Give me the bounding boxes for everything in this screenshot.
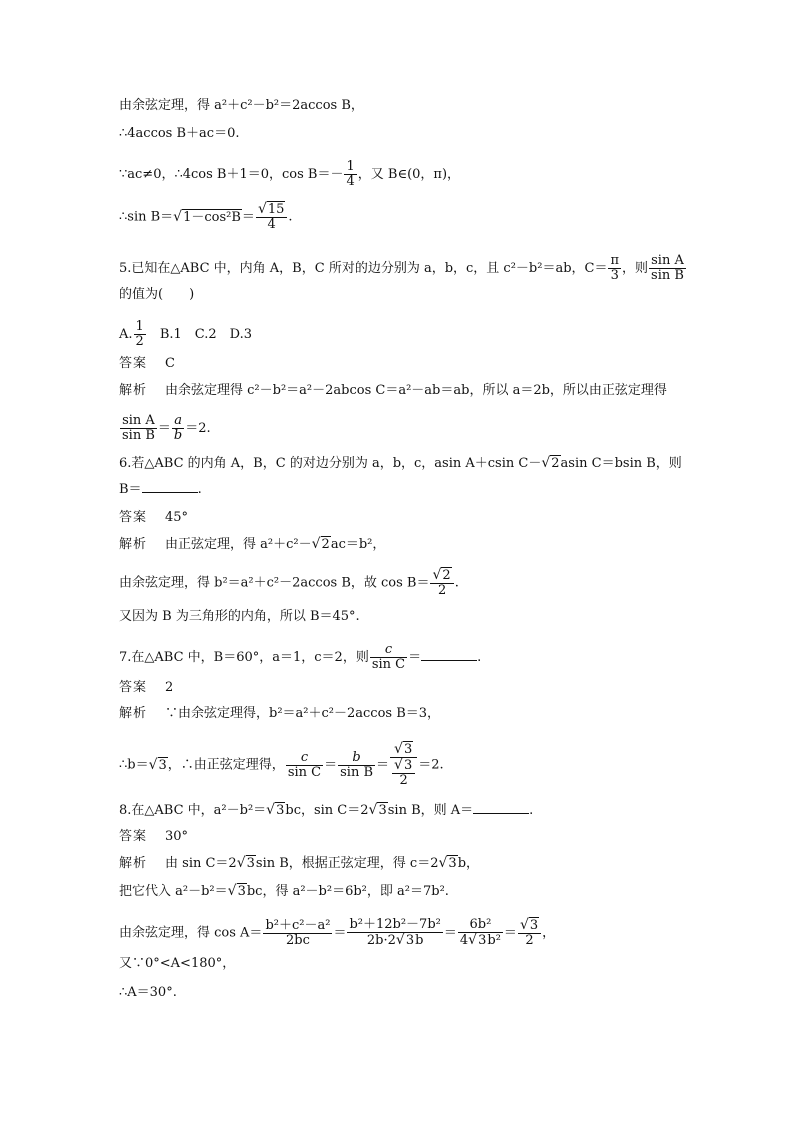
answer-5 (119, 356, 175, 372)
text: 由余弦定理，得 b²＝a²＋c²－2accos B，故 cos B＝ (119, 575, 430, 591)
text: ＝2. (185, 421, 211, 436)
numerator: 1 (135, 319, 144, 334)
denominator: sin B (651, 268, 684, 283)
text: 7.在△ABC 中，B＝60°，a＝1，c＝2，则 (119, 650, 369, 665)
question-5-options (119, 320, 252, 349)
answer-blank (142, 482, 198, 493)
radical-sign: √ (468, 932, 478, 948)
radicand: 2 (442, 568, 451, 583)
text: bc，sin C＝2 (285, 803, 369, 818)
text: ＝ (241, 209, 255, 225)
text: ac＝b²， (330, 537, 386, 552)
fraction-sinA-sinB (649, 254, 686, 283)
fraction-c-sinC (370, 643, 407, 672)
radical-sign: √ (236, 855, 246, 871)
text: 由正弦定理，得 a²＋c²－ (165, 537, 312, 552)
text: 由 sin C＝2 (165, 856, 237, 871)
text: ＝ (157, 421, 171, 436)
denominator: 2 (135, 334, 144, 349)
text: 由余弦定理得 c²－b²＝a²－2abcos C＝a²－ab＝ab，所以 a＝2b，所以由正弦定理得 (165, 383, 667, 398)
numerator: 1 (346, 159, 355, 174)
fraction-1-2 (134, 320, 146, 349)
radicand: 3 (378, 803, 387, 818)
numerator: sin A (120, 414, 157, 429)
answer-value: C (165, 356, 175, 371)
numerator (390, 742, 417, 758)
solution-8-cosA: 由余弦定理，得 cos A＝ $\frac{\text{b²＋c²－a²}}{2bc}$ ＝ $\frac{\text{b²＋12b²－7b²}}{2b\cdot 2√3b}$ ＝ $\frac{\text{6b²}}{\text{4√3b²}}$ ＝ $\frac{√3}{2}$ ， (119, 917, 556, 948)
numerator: a (172, 414, 184, 429)
denominator (390, 758, 417, 788)
answer-label: 答案 (119, 510, 148, 525)
line-law-of-cosines: 由余弦定理，得 a²＋c²－b²＝2accos B， (119, 98, 364, 113)
fraction-sinA-sinB (120, 414, 157, 443)
numerator: sin A (649, 254, 686, 269)
denominator: sin B (340, 764, 373, 780)
radical-sign: √ (368, 802, 378, 818)
denominator: 2 (525, 933, 534, 948)
radicand: 2 (551, 456, 560, 471)
radical-sign: √ (519, 917, 529, 933)
text: ＝2. (418, 757, 444, 773)
solution-6-end: 又因为 B 为三角形的内角，所以 B＝45°. (119, 609, 360, 624)
solution-6-cont: 由余弦定理，得 b²＝a²＋c²－2accos B，故 cos B＝ $\frac{√2}{2}$ . (119, 567, 459, 598)
radicand: 3 (448, 856, 457, 871)
line-sinB-value: ∴sin B＝√1－cos²B＝ $\frac{√15}{4}$ . (119, 201, 293, 232)
answer-label: 答案 (119, 356, 148, 371)
radicand: 3 (403, 742, 413, 757)
sqrt-3 (149, 757, 168, 774)
text: ＝ (324, 757, 338, 773)
radicand: 3 (529, 918, 539, 933)
fraction-b-sinB (338, 751, 375, 780)
question-5 (119, 254, 687, 283)
radical-sign: √ (227, 883, 237, 899)
denominator: 2bc (286, 932, 310, 948)
fraction-sqrt3-2 (518, 918, 541, 948)
radicand: 3 (405, 933, 415, 948)
numerator: b²＋12b²－7b² (349, 917, 441, 932)
answer-label: 答案 (119, 829, 148, 844)
solution-8-range: 又∵0°<A<180°， (119, 956, 236, 971)
fraction-c-sinC (286, 751, 323, 780)
question-5-cont: 的值为( ) (119, 287, 195, 302)
radicand: 3 (246, 856, 255, 871)
solution-label: 解析 (119, 537, 148, 552)
inner-denominator: 2 (399, 773, 408, 788)
sqrt-expression (173, 209, 242, 226)
radicand: 3 (158, 757, 167, 773)
fraction-a-b (172, 414, 184, 443)
solution-8-substitute (119, 883, 449, 900)
fraction-cos-simplified (458, 918, 503, 948)
text: 把它代入 a²－b²＝ (119, 884, 228, 899)
sqrt-2 (541, 455, 560, 472)
numerator: b (338, 751, 375, 766)
text: ，又 B∈(0，π)， (357, 167, 461, 182)
fraction-sqrt3-over-sqrt3-2 (390, 742, 417, 788)
radical-sign: √ (266, 802, 276, 818)
sqrt-3 (438, 855, 457, 872)
answer-blank (421, 650, 477, 661)
text: ＝ (408, 650, 422, 665)
numerator (256, 202, 287, 218)
question-8: 8.在△ABC 中，a²－b²＝√3bc，sin C＝2√3sin B，则 A＝ . (119, 802, 534, 818)
denominator: 3 (610, 268, 619, 283)
solution-label: 解析 (119, 383, 148, 398)
sqrt-3 (266, 802, 285, 819)
text: ＝ (376, 757, 390, 773)
solution-label: 解析 (119, 856, 148, 871)
sqrt-3 (228, 883, 247, 900)
sqrt-2 (312, 536, 331, 553)
text: 6.若△ABC 的内角 A，B，C 的对边分别为 a，b，c，asin A＋csin C－ (119, 456, 542, 471)
question-6 (119, 455, 682, 472)
solution-7-cont (119, 742, 444, 788)
solution-label: 解析 (119, 706, 148, 721)
denominator: 2b·2√3b (366, 932, 424, 948)
radical-sign: √ (173, 208, 183, 225)
fraction-sqrt2-2 (430, 568, 453, 598)
answer-value: 30° (165, 829, 189, 844)
denominator: sin C (371, 657, 406, 672)
option-a-label: A. (119, 327, 133, 342)
answer-7 (119, 680, 173, 696)
numerator: 6b² (458, 918, 503, 933)
numerator (430, 568, 453, 584)
sqrt-3 (237, 855, 256, 872)
radical-sign: √ (257, 201, 267, 217)
numerator: b²＋c²－a² (265, 917, 331, 933)
text: ∵由余弦定理得，b²＝a²＋c²－2accos B＝3， (165, 706, 441, 721)
sqrt-3 (369, 802, 388, 819)
fraction-cos-formula (263, 919, 332, 948)
denominator: sin C (287, 764, 322, 780)
radical-sign: √ (438, 855, 448, 871)
options-rest: B.1 C.2 D.3 (146, 327, 253, 342)
text: asin C＝bsin B，则 (560, 456, 682, 471)
numerator: c (370, 643, 407, 658)
text: ∵ac≠0，∴4cos B＋1＝0，cos B＝－ (119, 167, 344, 182)
text: B＝ (119, 482, 142, 497)
solution-8 (119, 855, 479, 872)
numerator: c (286, 751, 323, 766)
solution-5 (119, 383, 667, 399)
radicand: 15 (267, 202, 285, 217)
text: ∴sin B＝ (119, 209, 174, 225)
denominator: 4 (267, 217, 276, 232)
text: bc，得 a²－b²＝6b²，即 a²＝7b². (246, 884, 449, 899)
radicand: 2 (321, 537, 330, 552)
denominator: 4√3b² (459, 932, 501, 948)
text: ∴b＝ (119, 757, 149, 773)
text: ，∴由正弦定理得， (167, 757, 285, 773)
answer-label: 答案 (119, 680, 148, 695)
text: ，则 (622, 261, 649, 276)
denominator: 4 (346, 174, 355, 189)
radical-sign: √ (148, 756, 158, 773)
radical-sign: √ (541, 455, 551, 471)
denominator: sin B (122, 428, 155, 443)
radicand: 3 (403, 758, 413, 773)
solution-7 (119, 706, 440, 722)
text: 8.在△ABC 中，a²－b²＝ (119, 803, 267, 818)
text: b， (457, 856, 480, 871)
question-7: 7.在△ABC 中，B＝60°，a＝1，c＝2，则 $\frac{c}{\text{sin C}}$ ＝ . (119, 642, 482, 672)
question-6-cont: B＝ . (119, 482, 202, 497)
solution-6 (119, 536, 385, 553)
line-cosB-value (119, 160, 460, 189)
fraction-1-4 (344, 160, 356, 189)
line-4accosB: ∴4accos B＋ac＝0. (119, 126, 240, 141)
radical-sign: √ (394, 741, 403, 757)
denominator: b (173, 428, 183, 443)
radical-sign: √ (311, 536, 321, 552)
answer-value: 2 (165, 680, 174, 695)
text: 5.已知在△ABC 中，内角 A，B，C 所对的边分别为 a，b，c，且 c²－b²＝ab，C＝ (119, 261, 608, 276)
solution-5-cont (119, 414, 211, 443)
radicand: 3 (478, 933, 487, 948)
radicand: 1－cos²B (183, 209, 241, 225)
fraction-cos-substituted (347, 918, 442, 948)
radicand: 3 (276, 803, 285, 818)
fraction-pi-3 (608, 254, 621, 283)
radical-sign: √ (432, 567, 442, 583)
fraction-sqrt15-4 (256, 202, 287, 232)
answer-8 (119, 829, 188, 845)
denominator: 2 (437, 583, 447, 598)
answer-blank (473, 803, 529, 814)
radicand: 3 (237, 884, 246, 899)
radical-sign: √ (395, 932, 405, 948)
text: 由余弦定理，得 cos A＝ (119, 925, 263, 941)
numerator (518, 918, 541, 934)
text: sin B，根据正弦定理，得 c＝2 (255, 856, 439, 871)
answer-value: 45° (165, 510, 189, 525)
text: sin B，则 A＝ (387, 803, 474, 818)
solution-8-result: ∴A＝30°. (119, 985, 177, 1000)
radical-sign: √ (394, 757, 403, 773)
answer-6 (119, 510, 188, 526)
numerator: π (610, 253, 620, 268)
